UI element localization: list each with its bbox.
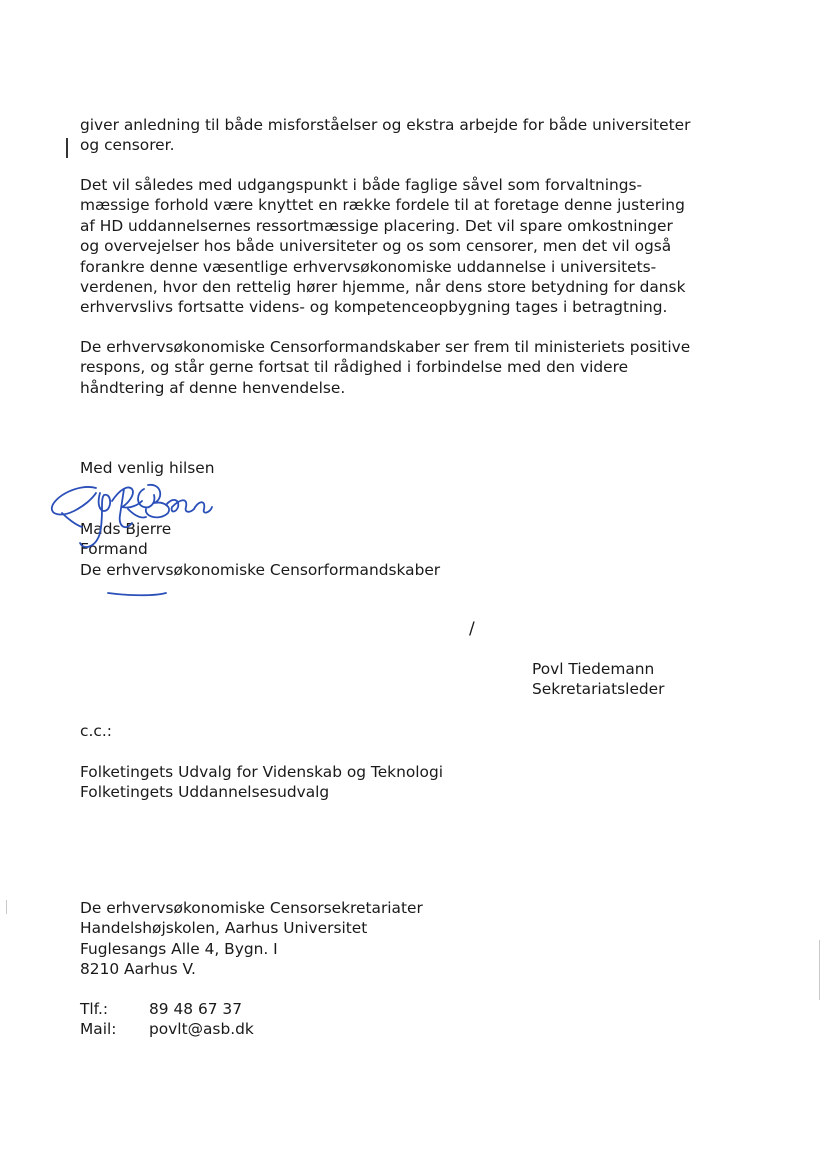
paragraph-1 — [80, 115, 780, 156]
phone-row — [80, 999, 254, 1019]
paragraph-2 — [80, 175, 780, 318]
second-signatory-block — [532, 659, 664, 700]
text-line: De erhvervsøkonomiske Censorformandskaber ser frem til ministeriets positive — [80, 338, 691, 356]
paragraph-3 — [80, 337, 780, 398]
mail-address: povlt@asb.dk — [149, 1020, 254, 1039]
text-line: og censorer. — [80, 136, 175, 155]
text-line: verdenen, hvor den rettelig hører hjemme, når dens store betydning for dansk — [80, 278, 686, 297]
address-line: Fuglesangs Alle 4, Bygn. I — [80, 939, 278, 958]
text-line: forankre denne væsentlige erhvervsøkonomiske uddannelse i universitets- — [80, 257, 657, 276]
mail-row — [80, 1019, 254, 1039]
text-line: Det vil således med udgangspunkt i både faglige såvel som forvaltnings- — [80, 176, 643, 194]
text-line: håndtering af denne henvendelse. — [80, 378, 346, 397]
text-line: respons, og står gerne fortsat til rådighed i forbindelse med den videre — [80, 358, 629, 377]
text-line: af HD uddannelsernes ressortmæssige placering. Det vil spare omkostninger — [80, 216, 673, 235]
margin-revision-bar — [66, 138, 68, 158]
contact-block — [80, 999, 254, 1040]
text-line: erhvervslivs fortsatte videns- og kompetenceopbygning tages i betragtning. — [80, 298, 668, 317]
cc-recipient: Folketingets Uddannelsesudvalg — [80, 783, 330, 802]
scan-edge-mark — [819, 940, 820, 1000]
handwritten-signature — [40, 455, 270, 615]
phone-number: 89 48 67 37 — [149, 1000, 243, 1018]
address-line: Handelshøjskolen, Aarhus Universitet — [80, 919, 368, 938]
address-line: 8210 Aarhus V. — [80, 960, 196, 979]
mail-label: Mail: — [80, 1020, 117, 1039]
signatory-organization: De erhvervsøkonomiske Censorformandskaber — [80, 560, 441, 579]
cc-label: c.c.: — [80, 722, 112, 740]
closing-greeting: Med venlig hilsen — [80, 459, 215, 477]
cc-recipients — [80, 762, 443, 803]
second-signatory-title: Sekretariatsleder — [532, 680, 665, 699]
text-line: giver anledning til både misforståelser og ekstra arbejde for både universiteter — [80, 116, 691, 134]
signatory-title: Formand — [80, 540, 148, 559]
cc-recipient: Folketingets Udvalg for Videnskab og Teknologi — [80, 763, 444, 781]
text-line: og overvejelser hos både universiteter og os som censorer, men det vil også — [80, 237, 672, 256]
sender-address — [80, 898, 423, 980]
address-line: De erhvervsøkonomiske Censorsekretariater — [80, 899, 423, 917]
second-signatory-name: Povl Tiedemann — [532, 660, 655, 678]
text-line: mæssige forhold være knyttet en række fordele til at foretage denne justering — [80, 196, 685, 215]
signatory-name: Mads Bjerre — [80, 520, 172, 538]
scan-edge-mark — [6, 900, 7, 914]
separator-slash: / — [469, 619, 475, 639]
phone-label: Tlf.: — [80, 1000, 109, 1018]
